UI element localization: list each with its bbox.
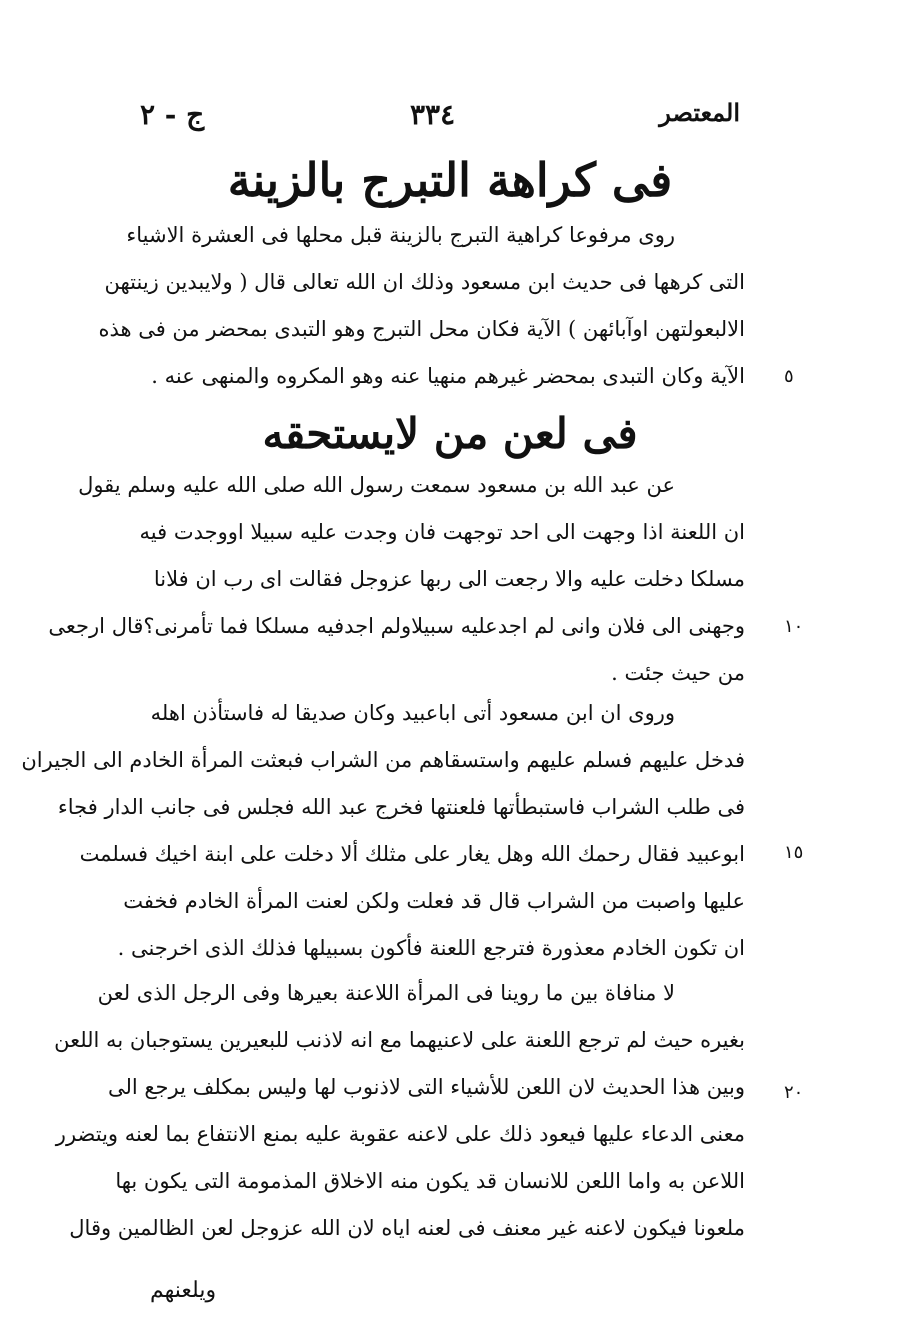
text-line: اللاعن به واما اللعن للانسان قد يكون منه الاخلاق المذمومة التى يكون بها — [115, 1169, 745, 1193]
page-header — [140, 98, 740, 138]
text-line: ملعونا فيكون لاعنه غير معنف فى لعنه اياه لان الله عزوجل لعن الظالمين وقال — [69, 1216, 745, 1240]
text-line: وجهنى الى فلان وانى لم اجدعليه سبيلاولم اجدفيه مسلكا فما تأمرنى؟قال ارجعى — [48, 614, 745, 638]
text-line: معنى الدعاء عليها فيعود ذلك على لاعنه عقوبة عليه بمنع الانتفاع بما لعنه ويتضرر — [55, 1122, 745, 1146]
paragraph-tabarruj — [98, 212, 745, 400]
text-line: لا منافاة بين ما روينا فى المرأة اللاعنة بعيرها وفى الرجل الذى لعن — [97, 981, 675, 1005]
text-line: التى كرهها فى حديث ابن مسعود وذلك ان الله تعالى قال ( ولايبدين زينتهن — [104, 270, 745, 294]
margin-line-number: ٥ — [784, 366, 794, 387]
text-line: الآية وكان التبدى بمحضر غيرهم منهيا عنه وهو المكروه والمنهى عنه . — [151, 364, 745, 388]
text-line: ان اللعنة اذا وجهت الى احد توجهت فان وجدت عليه سبيلا اووجدت فيه — [139, 520, 745, 544]
section-heading-lan: فى لعن من لايستحقه — [262, 409, 638, 458]
paragraph-hadith-lan — [48, 462, 745, 697]
text-line: بغيره حيث لم ترجع اللعنة على لاعنيهما مع انه لاذنب للبعيرين يستوجبان به اللعن — [54, 1028, 745, 1052]
running-title: المعتصر — [659, 98, 740, 127]
margin-line-number: ١٠ — [784, 616, 804, 637]
text-line: عليها واصبت من الشراب قال قد فعلت ولكن لعنت المرأة الخادم فخفت — [123, 889, 745, 913]
page-number: ٣٣٤ — [410, 98, 456, 131]
text-line: عن عبد الله بن مسعود سمعت رسول الله صلى الله عليه وسلم يقول — [78, 473, 675, 497]
catchword: ويلعنهم — [150, 1278, 217, 1303]
section-heading-tabarruj: فى كراهة التبرج بالزينة — [227, 153, 673, 207]
margin-line-number: ٢٠ — [784, 1082, 804, 1103]
text-line: مسلكا دخلت عليه والا رجعت الى ربها عزوجل فقالت اى رب ان فلانا — [153, 567, 745, 591]
text-line: وروى ان ابن مسعود أتى اباعبيد وكان صديقا له فاستأذن اهله — [150, 701, 675, 725]
text-line: ابوعبيد فقال رحمك الله وهل يغار على مثلك ألا دخلت على ابنة اخيك فسلمت — [79, 842, 745, 866]
paragraph-reconciliation — [54, 970, 745, 1252]
text-line: وبين هذا الحديث لان اللعن للأشياء التى لاذنوب لها وليس بمكلف يرجع الى — [107, 1075, 745, 1099]
text-line: ان تكون الخادم معذورة فترجع اللعنة فأكون بسبيلها فذلك الذى اخرجنى . — [117, 936, 745, 960]
text-line: روى مرفوعا كراهية التبرج بالزينة قبل محلها فى العشرة الاشياء — [126, 223, 675, 247]
text-line: فى طلب الشراب فاستبطأتها فلعنتها فخرج عبد الله فجلس فى جانب الدار فجاء — [57, 795, 745, 819]
text-line: الالبعولتهن اوآبائهن ) الآية فكان محل التبرج وهو التبدى بمحضر من فى هذه — [98, 317, 745, 341]
paragraph-ibn-masud-story — [21, 690, 745, 972]
volume-label: ج - ٢ — [140, 98, 205, 131]
text-line: من حيث جئت . — [611, 661, 745, 685]
text-line: فدخل عليهم فسلم عليهم واستسقاهم من الشراب فبعثت المرأة الخادم الى الجيران — [21, 748, 745, 772]
margin-line-number: ١٥ — [784, 842, 804, 863]
